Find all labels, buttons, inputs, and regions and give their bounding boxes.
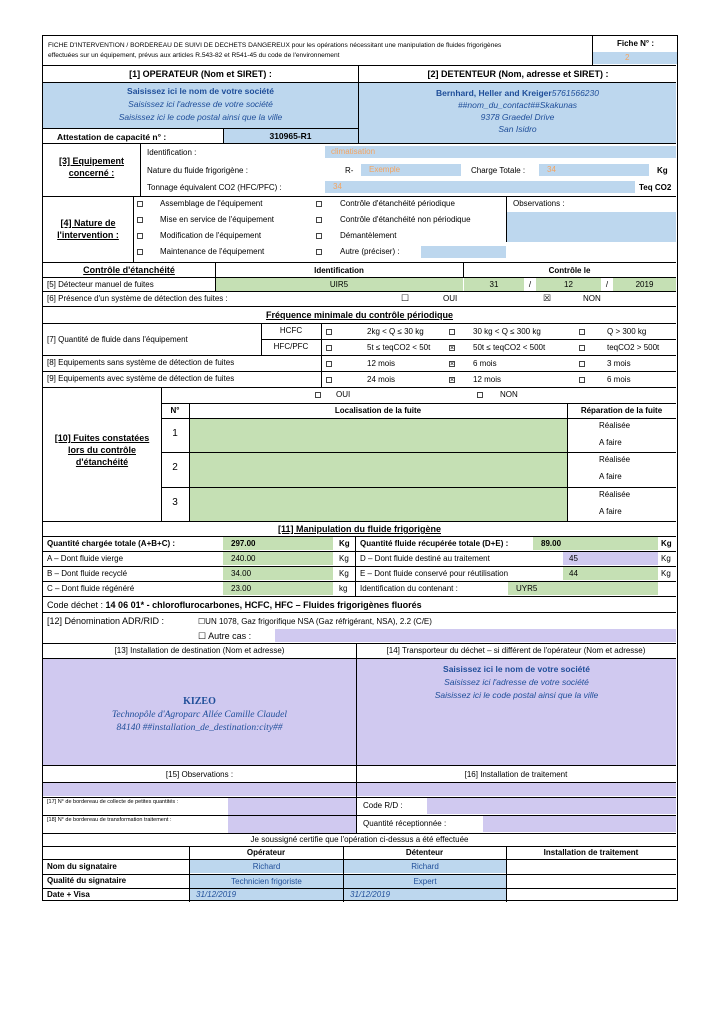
q8-opt-2: 6 mois bbox=[473, 359, 497, 368]
fiche-number-field[interactable] bbox=[593, 52, 677, 64]
fuite-row-3-number: 3 bbox=[172, 497, 178, 508]
checkbox-autre[interactable] bbox=[316, 249, 322, 255]
code-dechet-label: Code déchet : bbox=[47, 600, 106, 610]
form-title-line1: FICHE D'INTERVENTION / BORDEREAU DE SUIVI DE DECHETS DANGEREUX pour les opérations nécessitant une manipulation de fluides frigorigènes bbox=[48, 42, 502, 49]
identification-label: Identification : bbox=[147, 148, 197, 157]
hcfc-opt-2: 30 kg < Q ≤ 300 kg bbox=[473, 327, 541, 336]
autre-field[interactable] bbox=[421, 246, 506, 258]
checkbox-hcfc-1[interactable] bbox=[326, 329, 332, 335]
control-day-field[interactable] bbox=[464, 278, 524, 291]
date-sep-1: / bbox=[528, 280, 532, 289]
fluide-regenere-field[interactable] bbox=[223, 582, 333, 595]
presence-oui-checkbox[interactable]: ☐ bbox=[401, 293, 410, 303]
operateur-box[interactable] bbox=[43, 83, 358, 128]
fluide-prefix: R- bbox=[345, 166, 354, 175]
certify-statement: Je soussigné certifie que l'opération ci-dessus a été effectuée bbox=[250, 835, 469, 844]
checkbox-q9-2[interactable]: × bbox=[450, 377, 455, 384]
checkbox-q9-1[interactable] bbox=[326, 377, 332, 383]
transporteur-box[interactable] bbox=[357, 659, 676, 765]
fluide-regenere-unit: kg bbox=[339, 584, 348, 593]
charged-label: Quantité chargée totale (A+B+C) : bbox=[47, 539, 176, 548]
tonnage-unit: Teq CO2 bbox=[639, 183, 672, 192]
checkbox-controle-non-periodique[interactable] bbox=[316, 217, 322, 223]
adr-un1078-option[interactable]: ☐UN 1078, Gaz frigorifique NSA (Gaz réfrigérant, NSA), 2.2 (C/E) bbox=[198, 617, 432, 626]
code-dechet-value: 14 06 01* - chloroflurocarbones, HCFC, HFC – Fluides frigorigènes fluorés bbox=[105, 600, 422, 610]
checkbox-hfc-2[interactable]: × bbox=[450, 345, 455, 352]
nature-maintenance: Maintenance de l'équipement bbox=[160, 247, 265, 256]
fuites-heading-2: lors du contrôle bbox=[67, 445, 136, 455]
checkbox-fuites-oui[interactable] bbox=[315, 392, 321, 398]
destination-box[interactable] bbox=[43, 659, 356, 765]
fuite-row-1-localisation[interactable] bbox=[190, 419, 567, 452]
operateur-qualite-field[interactable] bbox=[190, 875, 343, 888]
attestation-value: 310965-R1 bbox=[269, 131, 312, 141]
fluide-regenere-label: C – Dont fluide régénéré bbox=[47, 584, 135, 593]
operateur-date-value: 31/12/2019 bbox=[196, 890, 237, 899]
nature-assemblage: Assemblage de l'équipement bbox=[160, 199, 263, 208]
checkbox-q8-2[interactable]: × bbox=[450, 361, 455, 368]
attestation-label: Attestation de capacité n° : bbox=[57, 132, 167, 142]
fluide-label: Nature du fluide frigorigène : bbox=[147, 166, 248, 175]
recovered-label: Quantité fluide récupérée totale (D+E) : bbox=[360, 539, 509, 548]
detecteur-label: [5] Détecteur manuel de fuites bbox=[47, 280, 154, 289]
quantite-receptionnee-label: Quantité réceptionnée : bbox=[363, 819, 447, 828]
equipement-heading-1: [3] Equipement bbox=[58, 156, 124, 166]
fuite-row-2-a-faire[interactable]: A faire bbox=[599, 472, 622, 481]
operateur-date-field[interactable] bbox=[190, 889, 343, 900]
q9-opt-1: 24 mois bbox=[367, 375, 396, 384]
detenteur-siret: 5761566230 bbox=[551, 88, 599, 98]
checkbox-q8-3[interactable] bbox=[579, 361, 585, 367]
detenteur-name: Bernhard, Heller and Kreiger bbox=[435, 88, 552, 98]
control-month-field[interactable] bbox=[536, 278, 601, 291]
fluide-recycle-label: B – Dont fluide recyclé bbox=[47, 569, 128, 578]
nature-controle-periodique: Contrôle d'étanchéité périodique bbox=[340, 199, 455, 208]
hfc-pfc-label: HFC/PFC bbox=[273, 342, 309, 351]
fuites-non: NON bbox=[500, 390, 518, 399]
q7-label: [7] Quantité de fluide dans l'équipement bbox=[47, 335, 188, 344]
traitement-top-field[interactable] bbox=[357, 783, 676, 796]
signature-col-operateur: Opérateur bbox=[246, 848, 286, 857]
observations-heading: [15] Observations : bbox=[165, 770, 234, 779]
fuite-row-2-realisee[interactable]: Réalisée bbox=[599, 455, 631, 464]
hfc-opt-1: 5t ≤ teqCO2 < 50t bbox=[367, 343, 431, 352]
checkbox-q9-3[interactable] bbox=[579, 377, 585, 383]
operateur-heading: [1] OPERATEUR (Nom et SIRET) : bbox=[129, 69, 272, 79]
checkbox-q8-1[interactable] bbox=[326, 361, 332, 367]
destination-city: 84140 ##installation_de_destination:city## bbox=[116, 723, 283, 733]
fluide-traitement-field[interactable] bbox=[563, 552, 658, 565]
nature-demantelement: Démantèlement bbox=[340, 231, 397, 240]
fuite-row-1-realisee[interactable]: Réalisée bbox=[599, 421, 631, 430]
fiche-number-label: Fiche N° : bbox=[617, 39, 654, 48]
fluide-vierge-unit: Kg bbox=[339, 554, 349, 563]
fluide-conserve-value: 44 bbox=[569, 569, 578, 578]
detenteur-heading: [2] DETENTEUR (Nom, adresse et SIRET) : bbox=[427, 69, 609, 79]
nature-mise-en-service: Mise en service de l'équipement bbox=[160, 215, 275, 224]
q9-opt-2: 12 mois bbox=[473, 375, 502, 384]
checkbox-hcfc-3[interactable] bbox=[579, 329, 585, 335]
operateur-address: Saisissez ici l'adresse de votre société bbox=[128, 99, 273, 109]
contenant-label: Identification du contenant : bbox=[360, 584, 458, 593]
control-month: 12 bbox=[564, 280, 573, 289]
fuite-row-1-number: 1 bbox=[172, 428, 178, 439]
controle-heading: Contrôle d'étanchéité bbox=[83, 265, 175, 275]
detenteur-qualite-field[interactable] bbox=[344, 875, 506, 888]
signature-col-installation: Installation de traitement bbox=[543, 848, 639, 857]
nature-controle-non-periodique: Contrôle d'étanchéité non périodique bbox=[340, 215, 471, 224]
recovered-field[interactable] bbox=[533, 537, 658, 550]
checkbox-demantelement[interactable] bbox=[316, 233, 322, 239]
contenant-value: UYR5 bbox=[516, 584, 538, 593]
fluide-traitement-label: D – Dont fluide destiné au traitement bbox=[360, 554, 490, 563]
nature-heading-1: [4] Nature de bbox=[60, 218, 116, 228]
q9-opt-3: 6 mois bbox=[607, 375, 631, 384]
checkbox-hfc-1[interactable] bbox=[326, 345, 332, 351]
fuites-heading-1: [10] Fuites constatées bbox=[54, 433, 150, 443]
fuite-row-1-a-faire[interactable]: A faire bbox=[599, 438, 622, 447]
charged-value: 297.00 bbox=[231, 539, 256, 548]
form-title-line2: effectuées sur un équipement, prévus aux articles R.543-82 et R541-45 du code de l'environnement bbox=[48, 52, 340, 59]
observations-label: Observations : bbox=[513, 199, 565, 208]
q8-label: [8] Equipements sans système de détection de fuites bbox=[47, 358, 235, 367]
transporteur-heading: [14] Transporteur du déchet – si différent de l'opérateur (Nom et adresse) bbox=[386, 646, 646, 655]
charge-value: 34 bbox=[547, 165, 556, 174]
detenteur-date-field[interactable] bbox=[344, 889, 506, 900]
fuite-row-2-localisation[interactable] bbox=[190, 453, 567, 487]
recovered-value: 89.00 bbox=[541, 539, 562, 548]
transporteur-city: Saisissez ici le code postal ainsi que la ville bbox=[434, 690, 599, 700]
transporteur-name: Saisissez ici le nom de votre société bbox=[443, 664, 590, 674]
checkbox-modification[interactable] bbox=[137, 233, 143, 239]
identification-value: climatisation bbox=[331, 147, 376, 156]
fuites-oui: OUI bbox=[336, 390, 351, 399]
fluide-vierge-field[interactable] bbox=[223, 552, 333, 565]
bordereau-18-field[interactable] bbox=[228, 816, 356, 833]
fluide-vierge-value: 240.00 bbox=[231, 554, 256, 563]
operateur-city: Saisissez ici le code postal ainsi que la ville bbox=[118, 112, 283, 122]
detenteur-date-value: 31/12/2019 bbox=[350, 890, 391, 899]
bordereau-17-field[interactable] bbox=[228, 798, 356, 815]
hfc-opt-3: teqCO2 > 500t bbox=[607, 343, 660, 352]
transporteur-address: Saisissez ici l'adresse de votre société bbox=[444, 677, 589, 687]
adr-label: [12] Dénomination ADR/RID : bbox=[47, 616, 165, 626]
equipement-heading-2: concerné : bbox=[68, 168, 115, 178]
detecteur-field[interactable] bbox=[215, 278, 463, 291]
checkbox-hcfc-2[interactable] bbox=[449, 329, 455, 335]
code-rd-label: Code R/D : bbox=[363, 801, 403, 810]
fluide-regenere-value: 23.00 bbox=[231, 584, 252, 593]
signature-row-qualite: Qualité du signataire bbox=[47, 876, 127, 885]
hcfc-label: HCFC bbox=[279, 326, 303, 335]
checkbox-maintenance[interactable] bbox=[137, 249, 143, 255]
q8-opt-1: 12 mois bbox=[367, 359, 396, 368]
signature-row-date: Date + Visa bbox=[47, 890, 90, 899]
tonnage-value: 34 bbox=[333, 182, 342, 191]
fuite-row-3-localisation[interactable] bbox=[190, 488, 567, 521]
presence-non: NON bbox=[583, 294, 601, 303]
detenteur-nom-field[interactable] bbox=[344, 860, 506, 873]
fluide-recycle-field[interactable] bbox=[223, 567, 333, 580]
autre-cas-field[interactable] bbox=[275, 629, 676, 642]
fuites-n-header: N° bbox=[170, 406, 180, 415]
signature-col-detenteur: Détenteur bbox=[405, 848, 444, 857]
fuite-row-3-a-faire[interactable]: A faire bbox=[599, 507, 622, 516]
frequence-heading: Fréquence minimale du contrôle périodique bbox=[265, 310, 454, 320]
recovered-unit: Kg bbox=[661, 539, 672, 548]
code-rd-field[interactable] bbox=[427, 798, 676, 814]
fluide-conserve-label: E – Dont fluide conservé pour réutilisation bbox=[360, 569, 509, 578]
autre-cas-option[interactable]: ☐ Autre cas : bbox=[198, 631, 252, 641]
detenteur-nom-value: Richard bbox=[411, 862, 439, 871]
attestation-field[interactable] bbox=[223, 129, 358, 143]
charge-field[interactable] bbox=[539, 164, 649, 176]
q9-label: [9] Equipements avec système de détection de fuites bbox=[47, 374, 235, 383]
checkbox-mise-en-service[interactable] bbox=[137, 217, 143, 223]
code-dechet bbox=[47, 601, 422, 610]
fuite-row-2-number: 2 bbox=[172, 462, 178, 473]
operateur-qualite-value: Technicien frigoriste bbox=[231, 877, 302, 886]
date-sep-2: / bbox=[605, 280, 609, 289]
presence-oui: OUI bbox=[443, 294, 458, 303]
checkbox-hfc-3[interactable] bbox=[579, 345, 585, 351]
traitement-heading: [16] Installation de traitement bbox=[464, 770, 568, 779]
controle-le-header: Contrôle le bbox=[548, 266, 591, 275]
fluide-traitement-unit: Kg bbox=[661, 554, 671, 563]
detecteur-value: UIR5 bbox=[329, 280, 349, 289]
checkbox-controle-periodique[interactable] bbox=[316, 201, 322, 207]
operateur-nom-value: Richard bbox=[252, 862, 281, 871]
detenteur-name-line bbox=[359, 89, 676, 98]
fiche-number-value: 2 bbox=[625, 53, 630, 62]
checkbox-assemblage[interactable] bbox=[137, 201, 143, 207]
detenteur-qualite-value: Expert bbox=[413, 877, 437, 886]
observations-field[interactable] bbox=[507, 212, 676, 242]
identification-field[interactable] bbox=[325, 146, 676, 158]
q8-opt-3: 3 mois bbox=[607, 359, 631, 368]
destination-address: Technopôle d'Agroparc Allée Camille Claudel bbox=[112, 710, 287, 720]
charged-field[interactable] bbox=[223, 537, 333, 550]
reparation-header: Réparation de la fuite bbox=[580, 406, 663, 415]
operateur-name: Saisissez ici le nom de votre société bbox=[127, 86, 274, 96]
observations-field[interactable] bbox=[43, 783, 356, 796]
fluide-traitement-value: 45 bbox=[569, 554, 578, 563]
fluide-field[interactable] bbox=[361, 164, 461, 176]
localisation-header: Localisation de la fuite bbox=[334, 406, 422, 415]
hcfc-opt-1: 2kg < Q ≤ 30 kg bbox=[367, 327, 424, 336]
contenant-field[interactable] bbox=[508, 582, 658, 595]
signature-row-nom: Nom du signataire bbox=[47, 862, 117, 871]
control-year: 2019 bbox=[635, 280, 654, 289]
fluide-value: Exemple bbox=[369, 165, 401, 174]
nature-autre: Autre (préciser) : bbox=[340, 247, 400, 256]
intervention-form bbox=[42, 35, 678, 901]
bordereau-17-label: [17] N° de bordereau de collecte de petites quantités : bbox=[47, 799, 179, 805]
detenteur-box[interactable] bbox=[359, 83, 676, 143]
fluide-conserve-field[interactable] bbox=[563, 567, 658, 580]
hfc-opt-2: 50t ≤ teqCO2 < 500t bbox=[473, 343, 546, 352]
detenteur-contact: ##nom_du_contact##Skakunas bbox=[457, 100, 578, 110]
nature-modification: Modification de l'équipement bbox=[160, 231, 262, 240]
presence-label: [6] Présence d'un système de détection des fuites : bbox=[47, 294, 228, 303]
checkbox-fuites-non[interactable] bbox=[477, 392, 483, 398]
detenteur-street: 9378 Graedel Drive bbox=[480, 112, 555, 122]
tonnage-label: Tonnage équivalent CO2 (HFC/PFC) : bbox=[147, 183, 282, 192]
fluide-recycle-value: 34.00 bbox=[231, 569, 252, 578]
manipulation-heading: [11] Manipulation du fluide frigorigène bbox=[277, 524, 441, 534]
fuites-heading-3: d'étanchéité bbox=[75, 457, 129, 467]
fluide-vierge-label: A – Dont fluide vierge bbox=[47, 554, 124, 563]
quantite-receptionnee-field[interactable] bbox=[483, 816, 676, 832]
control-day: 31 bbox=[489, 280, 499, 289]
nature-heading-2: l'intervention : bbox=[57, 230, 119, 240]
fluide-conserve-unit: Kg bbox=[661, 569, 671, 578]
hcfc-opt-3: Q > 300 kg bbox=[607, 327, 647, 336]
presence-non-checkbox[interactable]: ☒ bbox=[543, 293, 552, 303]
control-year-field[interactable] bbox=[613, 278, 676, 291]
charge-unit: Kg bbox=[657, 166, 668, 175]
fluide-recycle-unit: Kg bbox=[339, 569, 349, 578]
destination-heading: [13] Installation de destination (Nom et adresse) bbox=[114, 646, 285, 655]
operateur-nom-field[interactable] bbox=[190, 860, 343, 873]
bordereau-18-label: [18] N° de bordereau de transformation traitement : bbox=[47, 817, 172, 823]
identification-header: Identification bbox=[314, 266, 364, 275]
charged-unit: Kg bbox=[339, 539, 350, 548]
destination-name: KIZEO bbox=[183, 696, 216, 707]
fuite-row-3-realisee[interactable]: Réalisée bbox=[599, 490, 631, 499]
tonnage-field[interactable] bbox=[325, 181, 635, 193]
charge-label: Charge Totale : bbox=[471, 166, 526, 175]
detenteur-city: San Isidro bbox=[498, 124, 537, 134]
